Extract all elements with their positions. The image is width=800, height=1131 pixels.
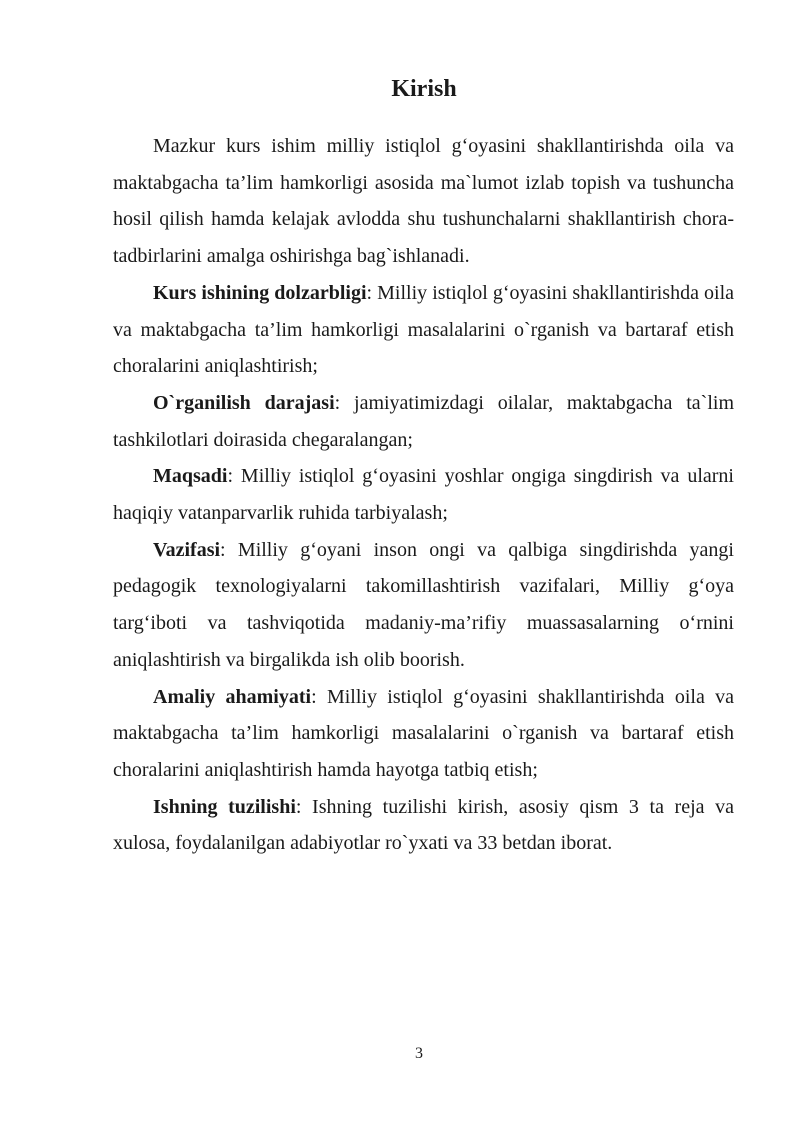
paragraph-text: : Milliy istiqlol g‘oyasini yoshlar ongiga singdirish va ularni haqiqiy vatanparvarlik ruhida tarbiyalash; [113,465,734,525]
paragraph-label: Amaliy ahamiyati [153,685,312,708]
paragraph-text: : Ishning tuzilishi kirish, asosiy qism 3 ta reja va xulosa, foydalanilgan adabiyotlar ro`yxati va 33 betdan iborat. [113,795,734,855]
paragraph-text: : jamiyatimizdagi oilalar, maktabgacha ta`lim tashkilotlari doirasida chegaralangan; [113,391,734,451]
paragraph-label: Vazifasi [153,538,221,561]
page-number: 3 [415,1045,423,1062]
paragraph-practical-value [113,679,734,789]
paragraph-relevance [113,275,734,385]
paragraph-goal [113,458,734,531]
paragraph-text: : Milliy istiqlol g‘oyasini shakllantirishda oila va maktabgacha ta’lim hamkorligi masalalarini o`rganish va bartaraf etish choralarini aniqlashtirish hamda hayotga tatbiq etish; [113,685,735,781]
page-title: Kirish [391,76,457,102]
paragraph-intro [113,128,734,275]
document-body [113,128,734,862]
paragraph-text: : Milliy istiqlol g‘oyasini shakllantirishda oila va maktabgacha ta’lim hamkorligi masalalarini o`rganish va bartaraf etish choralarini aniqlashtirish; [113,281,735,378]
paragraph-structure [113,789,734,862]
paragraph-label: Maqsadi [153,465,228,488]
paragraph-label: Kurs ishining dolzarbligi [153,281,367,304]
paragraph-label: Ishning tuzilishi [153,795,296,818]
paragraph-text: Mazkur kurs ishim milliy istiqlol g‘oyasini shakllantirishda oila va maktabgacha ta’lim hamkorligi asosida ma`lumot izlab topish va tushuncha hosil qilish hamda kelajak avlodda shu tushunchalarni shakllantirish chora-tadbirlarini amalga oshirishga bag`ishlanadi. [113,135,734,268]
paragraph-label: O`rganilish darajasi [153,391,335,414]
paragraph-text: : Milliy g‘oyani inson ongi va qalbiga singdirishda yangi pedagogik texnologiyalarni takomillashtirish vazifalari, Milliy g‘oya targ‘iboti va tashviqotida madaniy-ma’rifiy muassasalarning o‘rnini aniqlashtirish va birgalikda ish olib boorish. [113,538,734,671]
paragraph-tasks [113,532,734,679]
paragraph-study-level [113,385,734,458]
